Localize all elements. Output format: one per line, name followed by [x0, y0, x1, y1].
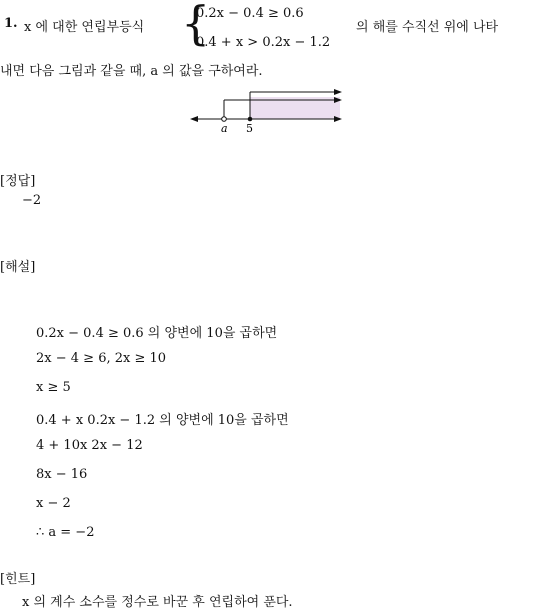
explanation-line-4: 0.4 + x 0.2x − 1.2 의 양변에 10을 곱하면	[36, 413, 289, 428]
open-point-a	[222, 117, 227, 122]
answer-header: [정답]	[0, 174, 36, 189]
hint-text: x 의 계수 소수를 정수로 바꾼 후 연립하여 푼다.	[22, 595, 293, 610]
problem-tail-2: 내면 다음 그림과 같을 때, a 의 값을 구하여라.	[0, 64, 263, 79]
ray-5-arrow	[334, 89, 342, 95]
closed-point-5	[248, 117, 253, 122]
system-brace: {	[181, 0, 211, 50]
axis-left-arrow	[190, 116, 198, 122]
label-5: 5	[246, 122, 253, 135]
system-line-1: 0.2x − 0.4 ≥ 0.6	[196, 6, 304, 21]
hint-header: [힌트]	[0, 572, 36, 587]
answer-value: −2	[22, 193, 42, 208]
explanation-line-3: x ≥ 5	[36, 380, 71, 395]
system-line-2: 0.4 + x > 0.2x − 1.2	[196, 35, 331, 50]
explanation-line-6: 8x − 16	[36, 467, 88, 482]
number-line-figure	[180, 82, 360, 142]
problem-intro: x 에 대한 연립부등식	[24, 20, 145, 35]
explanation-line-5: 4 + 10x 2x − 12	[36, 438, 143, 453]
problem-tail-1: 의 해를 수직선 위에 나타	[356, 20, 499, 35]
explanation-line-2: 2x − 4 ≥ 6, 2x ≥ 10	[36, 351, 167, 366]
problem-number: 1.	[4, 16, 18, 31]
label-a: a	[221, 122, 228, 135]
explanation-header: [해설]	[0, 260, 36, 275]
explanation-line-7: x − 2	[36, 496, 71, 511]
explanation-line-1: 0.2x − 0.4 ≥ 0.6 의 양변에 10을 곱하면	[36, 326, 278, 341]
explanation-line-8: ∴ a = −2	[36, 525, 95, 540]
